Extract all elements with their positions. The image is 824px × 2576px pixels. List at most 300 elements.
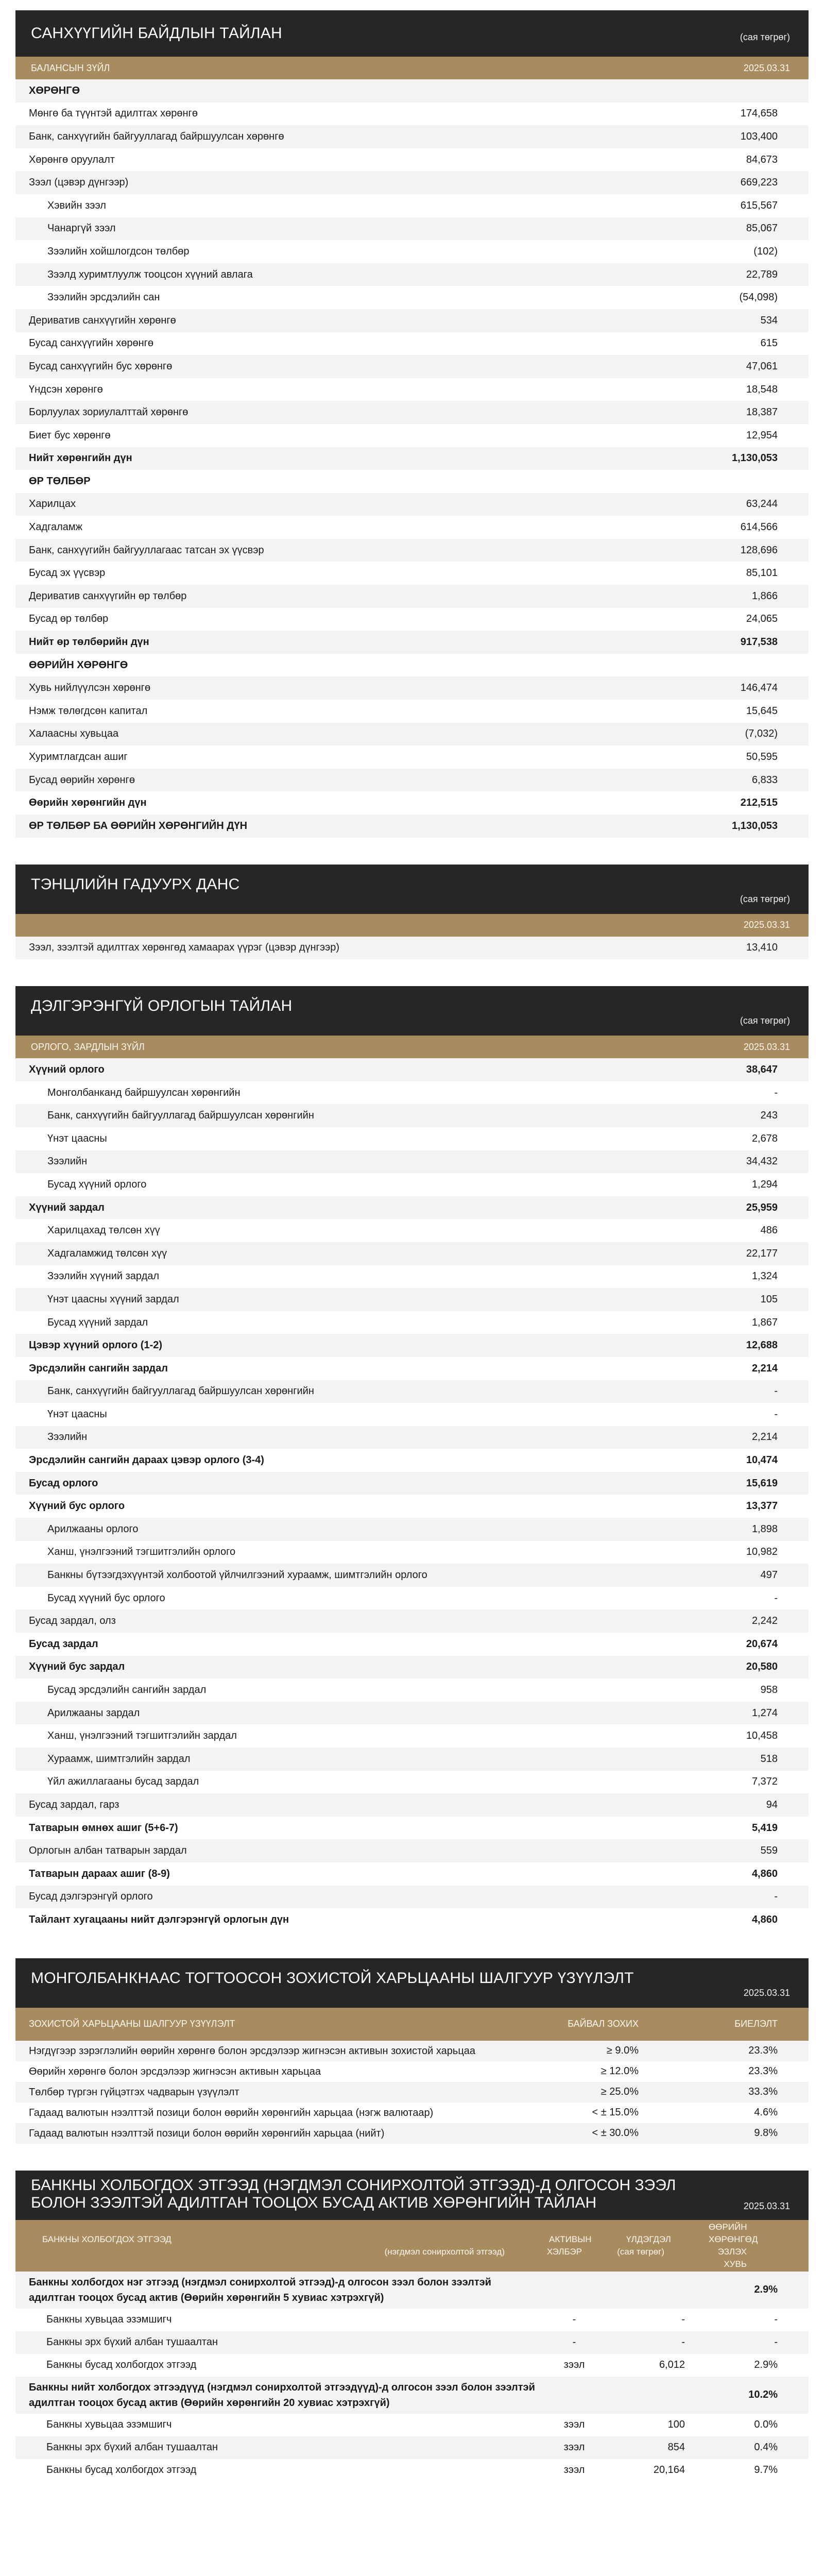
row-label: Арилжааны зардал	[15, 1702, 654, 1725]
balance-date: 2025.03.31	[743, 62, 790, 73]
table-row	[15, 332, 809, 355]
row-label: Татварын өмнөх ашиг (5+6-7)	[15, 1817, 654, 1840]
row-label: Хүүний зардал	[15, 1196, 654, 1219]
income-statement-bar	[15, 1036, 809, 1058]
row-value: 1,274	[654, 1702, 809, 1725]
row-value: 2,242	[654, 1609, 809, 1633]
table-row	[15, 355, 809, 378]
related-bal: 100	[667, 2419, 685, 2431]
table-row	[15, 1150, 809, 1174]
table-row	[15, 1541, 809, 1564]
table-row	[15, 1839, 809, 1862]
table-row	[15, 1058, 809, 1081]
related-bal: 20,164	[653, 2464, 685, 2476]
table-row	[15, 1449, 809, 1472]
related-label: Банкны хувьцаа эзэмшигч	[46, 2314, 172, 2326]
row-label: Нийт өр төлбөрийн дүн	[15, 631, 654, 654]
row-label: Үнэт цаасны	[15, 1127, 654, 1150]
off-balance-header	[15, 865, 809, 914]
row-label: Бусад өр төлбөр	[15, 608, 654, 631]
row-value: 13,410	[654, 937, 809, 960]
ratio-act: 23.3%	[748, 2065, 778, 2077]
table-row	[15, 1219, 809, 1242]
row-label: Дериватив санхүүгийн хөрөнгө	[15, 309, 654, 332]
row-value: 7,372	[654, 1771, 809, 1794]
row-label: Үндсэн хөрөнгө	[15, 378, 654, 401]
related-pct: 2.9%	[754, 2359, 778, 2371]
table-row	[15, 1104, 809, 1127]
table-row	[15, 676, 809, 700]
table-row	[15, 2377, 809, 2414]
table-row	[15, 470, 809, 493]
row-label: ХӨРӨНГӨ	[15, 79, 654, 103]
row-label: Үнэт цаасны хүүний зардал	[15, 1288, 654, 1311]
table-row	[15, 723, 809, 746]
row-value: -	[654, 1587, 809, 1610]
row-value: 917,538	[654, 631, 809, 654]
row-label: Үнэт цаасны	[15, 1403, 654, 1426]
row-value: 22,789	[654, 263, 809, 286]
row-label: Бусад санхүүгийн бус хөрөнгө	[15, 355, 654, 378]
off-balance-title: ТЭНЦЛИЙН ГАДУУРХ ДАНС	[31, 875, 240, 893]
row-value: 18,387	[654, 401, 809, 424]
row-value: 84,673	[654, 148, 809, 172]
row-value: 497	[654, 1564, 809, 1587]
row-value: 85,101	[654, 562, 809, 585]
row-value: 63,244	[654, 493, 809, 516]
row-value: 146,474	[654, 676, 809, 700]
row-label: Бусад хүүний зардал	[15, 1311, 654, 1334]
related-label: Банкны бусад холбогдох этгээд	[46, 2359, 197, 2371]
related-pct: 10.2%	[748, 2389, 778, 2401]
row-label: Бусад зардал	[15, 1633, 654, 1656]
related-form: зээл	[563, 2442, 585, 2453]
row-value: 559	[654, 1839, 809, 1862]
row-value: 1,898	[654, 1518, 809, 1541]
row-label: Зээл (цэвэр дүнгээр)	[15, 171, 654, 194]
row-value: 2,678	[654, 1127, 809, 1150]
row-label: Харилцахад төлсөн хүү	[15, 1219, 654, 1242]
row-value: -	[654, 1380, 809, 1403]
row-label: Бусад өөрийн хөрөнгө	[15, 769, 654, 792]
balance-item-column-label: БАЛАНСЫН ЗҮЙЛ	[31, 62, 110, 73]
row-label: ӨӨРИЙН ХӨРӨНГӨ	[15, 654, 654, 677]
row-label: Бусад хүүний бус орлого	[15, 1587, 654, 1610]
row-label: Мөнгө ба түүнтэй адилтгах хөрөнгө	[15, 103, 654, 126]
row-value: 18,548	[654, 378, 809, 401]
related-parties-title	[31, 2177, 676, 2212]
row-label: Хураамж, шимтгэлийн зардал	[15, 1748, 654, 1771]
table-row	[15, 2414, 809, 2436]
table-row	[15, 1771, 809, 1794]
related-parties-title-line2: БОЛОН ЗЭЭЛТЭЙ АДИЛТГАН ТООЦОХ БУСАД АКТИВ ХӨРӨНГИЙН ТАЙЛАН	[31, 2194, 597, 2211]
related-pct: 2.9%	[754, 2284, 778, 2296]
table-row	[15, 217, 809, 241]
table-row	[15, 937, 809, 960]
row-label: Зээлийн эрсдэлийн сан	[15, 286, 654, 309]
row-label: Харилцах	[15, 493, 654, 516]
table-row	[15, 1173, 809, 1196]
table-row	[15, 1081, 809, 1105]
row-label: Бусад эрсдэлийн сангийн зардал	[15, 1679, 654, 1702]
row-value: 1,294	[654, 1173, 809, 1196]
balance-sheet-unit: (сая төгрөг)	[740, 31, 790, 42]
row-label: Хөрөнгө оруулалт	[15, 148, 654, 172]
row-value: 12,688	[654, 1334, 809, 1357]
table-row	[15, 79, 809, 103]
row-value: 1,130,053	[654, 815, 809, 838]
rp-col-percent	[695, 2221, 809, 2270]
row-label: ӨР ТӨЛБӨР	[15, 470, 654, 493]
table-row	[15, 769, 809, 792]
row-label: Зээлийн	[15, 1150, 654, 1174]
off-balance-bar	[15, 914, 809, 937]
row-label: Нэмж төлөгдсөн капитал	[15, 700, 654, 723]
table-row	[15, 286, 809, 309]
row-value: 50,595	[654, 745, 809, 769]
table-row	[15, 447, 809, 470]
related-form: зээл	[563, 2464, 585, 2476]
related-parties-section	[15, 2171, 809, 2482]
row-value: 212,515	[654, 791, 809, 815]
ratio-act: 4.6%	[754, 2107, 778, 2119]
rp-col-percent-line2: ЭЗЛЭХ ХУВЬ	[717, 2246, 747, 2269]
related-bal: 854	[667, 2442, 685, 2453]
row-label: Үйл ажиллагааны бусад зардал	[15, 1771, 654, 1794]
row-value: 85,067	[654, 217, 809, 241]
row-value: 1,866	[654, 585, 809, 608]
table-row	[15, 631, 809, 654]
row-label: Хэвийн зээл	[15, 194, 654, 217]
related-form: зээл	[563, 2419, 585, 2431]
row-label: Зээлийн	[15, 1426, 654, 1449]
related-pct: 0.4%	[754, 2442, 778, 2453]
ratios-table	[15, 2041, 809, 2144]
table-row	[15, 1702, 809, 1725]
table-row	[15, 1426, 809, 1449]
row-value	[654, 654, 809, 677]
row-value: 1,130,053	[654, 447, 809, 470]
row-value: -	[654, 1886, 809, 1909]
table-row	[15, 2082, 809, 2103]
table-row	[15, 1127, 809, 1150]
ratios-title: МОНГОЛБАНКНААС ТОГТООСОН ЗОХИСТОЙ ХАРЬЦААНЫ ШАЛГУУР ҮЗҮҮЛЭЛТ	[31, 1969, 634, 1987]
row-value: 34,432	[654, 1150, 809, 1174]
row-label: Бусад дэлгэрэнгүй орлого	[15, 1886, 654, 1909]
row-value: 15,619	[654, 1472, 809, 1495]
ratios-column-header	[15, 2008, 809, 2041]
rp-col-form-line2: ХЭЛБЭР	[546, 2246, 582, 2257]
row-label: Орлогын албан татварын зардал	[15, 1839, 654, 1862]
row-value: (7,032)	[654, 723, 809, 746]
table-row	[15, 585, 809, 608]
row-label: Банкны бүтээгдэхүүнтэй холбоотой үйлчилгээний хураамж, шимтгэлийн орлого	[15, 1564, 654, 1587]
table-row	[15, 148, 809, 172]
related-parties-column-header	[15, 2220, 809, 2272]
row-label: Бусад эх үүсвэр	[15, 562, 654, 585]
table-row	[15, 654, 809, 677]
rp-col-balance	[613, 2233, 695, 2258]
row-value	[654, 470, 809, 493]
row-label: Татварын дараах ашиг (8-9)	[15, 1862, 654, 1886]
row-label: Зээлийн хойшлогдсон төлбөр	[15, 240, 654, 263]
row-value: 518	[654, 1748, 809, 1771]
row-label: Бусад санхүүгийн хөрөнгө	[15, 332, 654, 355]
row-label: Цэвэр хүүний орлого (1-2)	[15, 1334, 654, 1357]
row-value: 6,833	[654, 769, 809, 792]
row-value	[654, 79, 809, 103]
related-parties-date: 2025.03.31	[743, 2200, 790, 2211]
table-row	[15, 1748, 809, 1771]
row-label: Ханш, үнэлгээний тэгшитгэлийн орлого	[15, 1541, 654, 1564]
table-row	[15, 516, 809, 539]
row-label: Банк, санхүүгийн байгууллагад байршуулсан хөрөнгө	[15, 125, 654, 148]
row-value: 243	[654, 1104, 809, 1127]
table-row	[15, 1265, 809, 1289]
balance-sheet-title: САНХҮҮГИЙН БАЙДЛЫН ТАЙЛАН	[31, 25, 282, 42]
table-row	[15, 1380, 809, 1403]
row-label: Зээл, зээлтэй адилтгах хөрөнгөд хамаарах үүрэг (цэвэр дүнгээр)	[15, 937, 654, 960]
table-row	[15, 424, 809, 447]
row-value: 958	[654, 1679, 809, 1702]
row-value: 128,696	[654, 539, 809, 562]
rp-col-percent-line1: ӨӨРИЙН ХӨРӨНГӨД	[709, 2222, 758, 2244]
row-value: (102)	[654, 240, 809, 263]
related-label: Банкны бусад холбогдох этгээд	[46, 2464, 197, 2476]
row-value: 13,377	[654, 1495, 809, 1518]
row-label: Борлуулах зориулалттай хөрөнгө	[15, 401, 654, 424]
ratios-col-required: БАЙВАЛ ЗОХИХ	[568, 2019, 639, 2029]
related-pct: 0.0%	[754, 2419, 778, 2431]
row-value: (54,098)	[654, 286, 809, 309]
table-row	[15, 1793, 809, 1817]
row-value: 22,177	[654, 1242, 809, 1265]
ratios-col-name: ЗОХИСТОЙ ХАРЬЦААНЫ ШАЛГУУР ҮЗҮҮЛЭЛТ	[29, 2019, 235, 2029]
ratio-label: Гадаад валютын нээлттэй позици болон өөрийн хөрөнгийн харьцаа (нийт)	[29, 2127, 385, 2139]
table-row	[15, 700, 809, 723]
related-form: зээл	[563, 2359, 585, 2371]
ratios-section	[15, 1958, 809, 2144]
ratio-req: ≥ 25.0%	[600, 2086, 639, 2098]
off-balance-table	[15, 937, 809, 960]
related-bal: -	[681, 2314, 685, 2326]
row-label: Банк, санхүүгийн байгууллагад байршуулсан хөрөнгийн	[15, 1380, 654, 1403]
row-label: Зээлийн хүүний зардал	[15, 1265, 654, 1289]
row-value: -	[654, 1081, 809, 1105]
row-value: 10,982	[654, 1541, 809, 1564]
table-row	[15, 1656, 809, 1679]
row-value: 1,324	[654, 1265, 809, 1289]
table-row	[15, 125, 809, 148]
row-label: Хадгаламж	[15, 516, 654, 539]
row-label: Хүүний бус зардал	[15, 1656, 654, 1679]
row-value: -	[654, 1403, 809, 1426]
related-label: Банкны эрх бүхий албан тушаалтан	[46, 2442, 218, 2453]
rp-col-name-line2: (нэгдмэл сонирхолтой этгээд)	[384, 2246, 505, 2257]
table-row	[15, 309, 809, 332]
row-label: Бусад хүүний орлого	[15, 1173, 654, 1196]
ratio-act: 33.3%	[748, 2086, 778, 2098]
related-parties-table	[15, 2272, 809, 2482]
rp-col-balance-line1: ҮЛДЭГДЭЛ	[626, 2234, 671, 2244]
row-label: Чанаргүй зээл	[15, 217, 654, 241]
ratio-label: Төлбөр түргэн гүйцэтгэх чадварын үзүүлэлт	[29, 2086, 239, 2098]
row-value: 534	[654, 309, 809, 332]
row-value: 5,419	[654, 1817, 809, 1840]
row-value: 12,954	[654, 424, 809, 447]
related-pct: 9.7%	[754, 2464, 778, 2476]
table-row	[15, 1472, 809, 1495]
table-row	[15, 401, 809, 424]
rp-col-form-line1: АКТИВЫН	[549, 2234, 592, 2244]
row-label: ӨР ТӨЛБӨР БА ӨӨРИЙН ХӨРӨНГИЙН ДҮН	[15, 815, 654, 838]
row-label: Хүүний орлого	[15, 1058, 654, 1081]
table-row	[15, 791, 809, 815]
ratio-req: < ± 15.0%	[592, 2107, 639, 2119]
off-balance-date: 2025.03.31	[743, 920, 790, 930]
row-label: Бусад зардал, олз	[15, 1609, 654, 1633]
row-label: Ханш, үнэлгээний тэгшитгэлийн зардал	[15, 1724, 654, 1748]
table-row	[15, 240, 809, 263]
table-row	[15, 2061, 809, 2082]
row-label: Эрсдэлийн сангийн зардал	[15, 1357, 654, 1380]
row-value: 174,658	[654, 103, 809, 126]
related-bal: 6,012	[659, 2359, 685, 2371]
row-label: Бусад зардал, гарз	[15, 1793, 654, 1817]
table-row	[15, 1288, 809, 1311]
table-row	[15, 1609, 809, 1633]
table-row	[15, 1196, 809, 1219]
table-row	[15, 1564, 809, 1587]
row-label: Тайлант хугацааны нийт дэлгэрэнгүй орлогын дүн	[15, 1908, 654, 1931]
ratio-req: ≥ 12.0%	[600, 2065, 639, 2077]
table-row	[15, 1518, 809, 1541]
income-statement-section	[15, 986, 809, 1931]
table-row	[15, 1817, 809, 1840]
row-value: 94	[654, 1793, 809, 1817]
table-row	[15, 608, 809, 631]
off-balance-section	[15, 865, 809, 960]
row-value: 20,674	[654, 1633, 809, 1656]
table-row	[15, 1908, 809, 1931]
table-row	[15, 2041, 809, 2061]
row-label: Монголбанканд байршуулсан хөрөнгийн	[15, 1081, 654, 1105]
rp-col-name	[15, 2233, 536, 2258]
ratio-label: Өөрийн хөрөнгө болон эрсдэлээр жигнэсэн активын харьцаа	[29, 2065, 321, 2077]
row-label: Банк, санхүүгийн байгууллагад байршуулсан хөрөнгийн	[15, 1104, 654, 1127]
table-row	[15, 1495, 809, 1518]
table-row	[15, 1862, 809, 1886]
table-row	[15, 194, 809, 217]
table-row	[15, 1679, 809, 1702]
ratios-date: 2025.03.31	[743, 1987, 790, 1998]
table-row	[15, 1587, 809, 1610]
table-row	[15, 2309, 809, 2331]
related-label: Банкны эрх бүхий албан тушаалтан	[46, 2336, 218, 2348]
row-label: Хүүний бус орлого	[15, 1495, 654, 1518]
row-label: Арилжааны орлого	[15, 1518, 654, 1541]
row-label: Хадгаламжид төлсөн хүү	[15, 1242, 654, 1265]
row-value: 614,566	[654, 516, 809, 539]
income-statement-header	[15, 986, 809, 1036]
balance-table	[15, 79, 809, 838]
row-value: 1,867	[654, 1311, 809, 1334]
related-parties-header	[15, 2171, 809, 2220]
income-statement-unit: (сая төгрөг)	[740, 1015, 790, 1026]
table-row	[15, 2272, 809, 2309]
balance-sheet-bar	[15, 57, 809, 79]
row-label: Биет бус хөрөнгө	[15, 424, 654, 447]
row-label: Халаасны хувьцаа	[15, 723, 654, 746]
ratio-act: 23.3%	[748, 2045, 778, 2057]
table-row	[15, 1334, 809, 1357]
table-row	[15, 1357, 809, 1380]
table-row	[15, 562, 809, 585]
ratios-header	[15, 1958, 809, 2008]
income-statement-title: ДЭЛГЭРЭНГҮЙ ОРЛОГЫН ТАЙЛАН	[31, 997, 293, 1015]
row-value: 15,645	[654, 700, 809, 723]
row-value: 2,214	[654, 1357, 809, 1380]
table-row	[15, 1633, 809, 1656]
table-row	[15, 2354, 809, 2377]
off-balance-unit: (сая төгрөг)	[740, 893, 790, 904]
table-row	[15, 1724, 809, 1748]
table-row	[15, 378, 809, 401]
row-label: Нийт хөрөнгийн дүн	[15, 447, 654, 470]
related-parties-title-line1: БАНКНЫ ХОЛБОГДОХ ЭТГЭЭД (НЭГДМЭЛ СОНИРХОЛТОЙ ЭТГЭЭД)-Д ОЛГОСОН ЗЭЭЛ	[31, 2176, 676, 2194]
table-row	[15, 1311, 809, 1334]
rp-col-form	[536, 2233, 613, 2258]
row-label: Дериватив санхүүгийн өр төлбөр	[15, 585, 654, 608]
balance-sheet-section	[15, 10, 809, 838]
table-row	[15, 815, 809, 838]
row-value: 615,567	[654, 194, 809, 217]
row-value: 25,959	[654, 1196, 809, 1219]
income-item-column-label: ОРЛОГО, ЗАРДЛЫН ЗҮЙЛ	[31, 1041, 145, 1052]
ratio-label: Гадаад валютын нээлттэй позици болон өөрийн хөрөнгийн харьцаа (нэгж валютаар)	[29, 2107, 434, 2119]
row-value: 10,474	[654, 1449, 809, 1472]
table-row	[15, 2331, 809, 2354]
income-table	[15, 1058, 809, 1931]
related-bal: -	[681, 2336, 685, 2348]
row-value: 47,061	[654, 355, 809, 378]
row-value: 486	[654, 1219, 809, 1242]
table-row	[15, 2123, 809, 2144]
row-value: 2,214	[654, 1426, 809, 1449]
table-row	[15, 263, 809, 286]
related-pct: -	[774, 2336, 778, 2348]
related-form: -	[572, 2314, 576, 2326]
table-row	[15, 539, 809, 562]
table-row	[15, 2103, 809, 2123]
row-value: 615	[654, 332, 809, 355]
rp-col-balance-line2: (сая төгрөг)	[617, 2246, 664, 2257]
table-row	[15, 2459, 809, 2482]
ratio-act: 9.8%	[754, 2127, 778, 2139]
table-row	[15, 1886, 809, 1909]
income-date: 2025.03.31	[743, 1041, 790, 1052]
row-value: 20,580	[654, 1656, 809, 1679]
row-value: 38,647	[654, 1058, 809, 1081]
row-label: Зээлд хуримтлуулж тооцсон хүүний авлага	[15, 263, 654, 286]
ratios-col-actual: БИЕЛЭЛТ	[734, 2019, 778, 2029]
row-value: 10,458	[654, 1724, 809, 1748]
table-row	[15, 745, 809, 769]
row-label: Хуримтлагдсан ашиг	[15, 745, 654, 769]
row-value: 4,860	[654, 1862, 809, 1886]
table-row	[15, 493, 809, 516]
row-value: 669,223	[654, 171, 809, 194]
